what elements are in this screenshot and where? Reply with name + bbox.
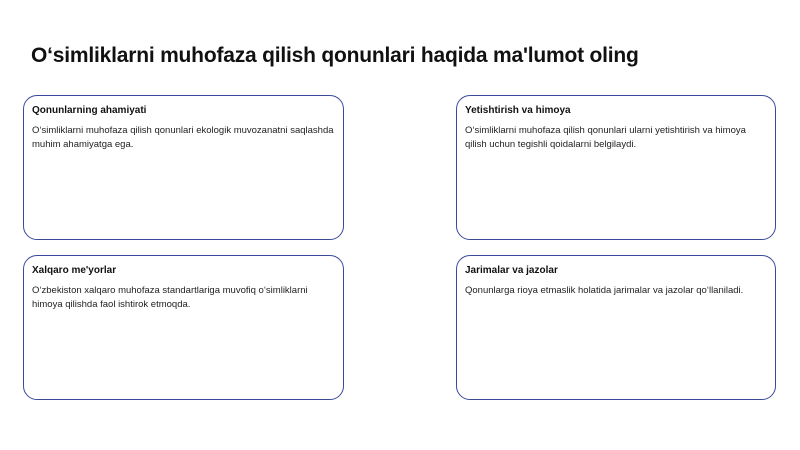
card-body: O‘simliklarni muhofaza qilish qonunlari ekologik muvozanatni saqlashda muhim ahamiyatga ega. — [32, 125, 334, 150]
card-international-norms — [23, 255, 344, 400]
card-title: Jarimalar va jazolar — [465, 265, 558, 276]
card-title: Xalqaro me'yorlar — [32, 265, 117, 276]
card-body: O‘zbekiston xalqaro muhofaza standartlariga muvofiq o‘simliklarni himoya qilishda faol ishtirok etmoqda. — [32, 285, 308, 310]
card-title: Yetishtirish va himoya — [465, 105, 571, 116]
card-cultivation-protection — [456, 95, 776, 240]
card-fines-penalties — [456, 255, 776, 400]
card-body: Qonunlarga rioya etmaslik holatida jarimalar va jazolar qo‘llaniladi. — [465, 285, 744, 296]
slide-title: O‘simliklarni muhofaza qilish qonunlari haqida ma'lumot oling — [31, 44, 639, 67]
card-body: O‘simliklarni muhofaza qilish qonunlari ularni yetishtirish va himoya qilish uchun tegishli qoidalarni belgilaydi. — [465, 125, 746, 150]
card-title: Qonunlarning ahamiyati — [32, 105, 147, 116]
card-laws-importance — [23, 95, 344, 240]
